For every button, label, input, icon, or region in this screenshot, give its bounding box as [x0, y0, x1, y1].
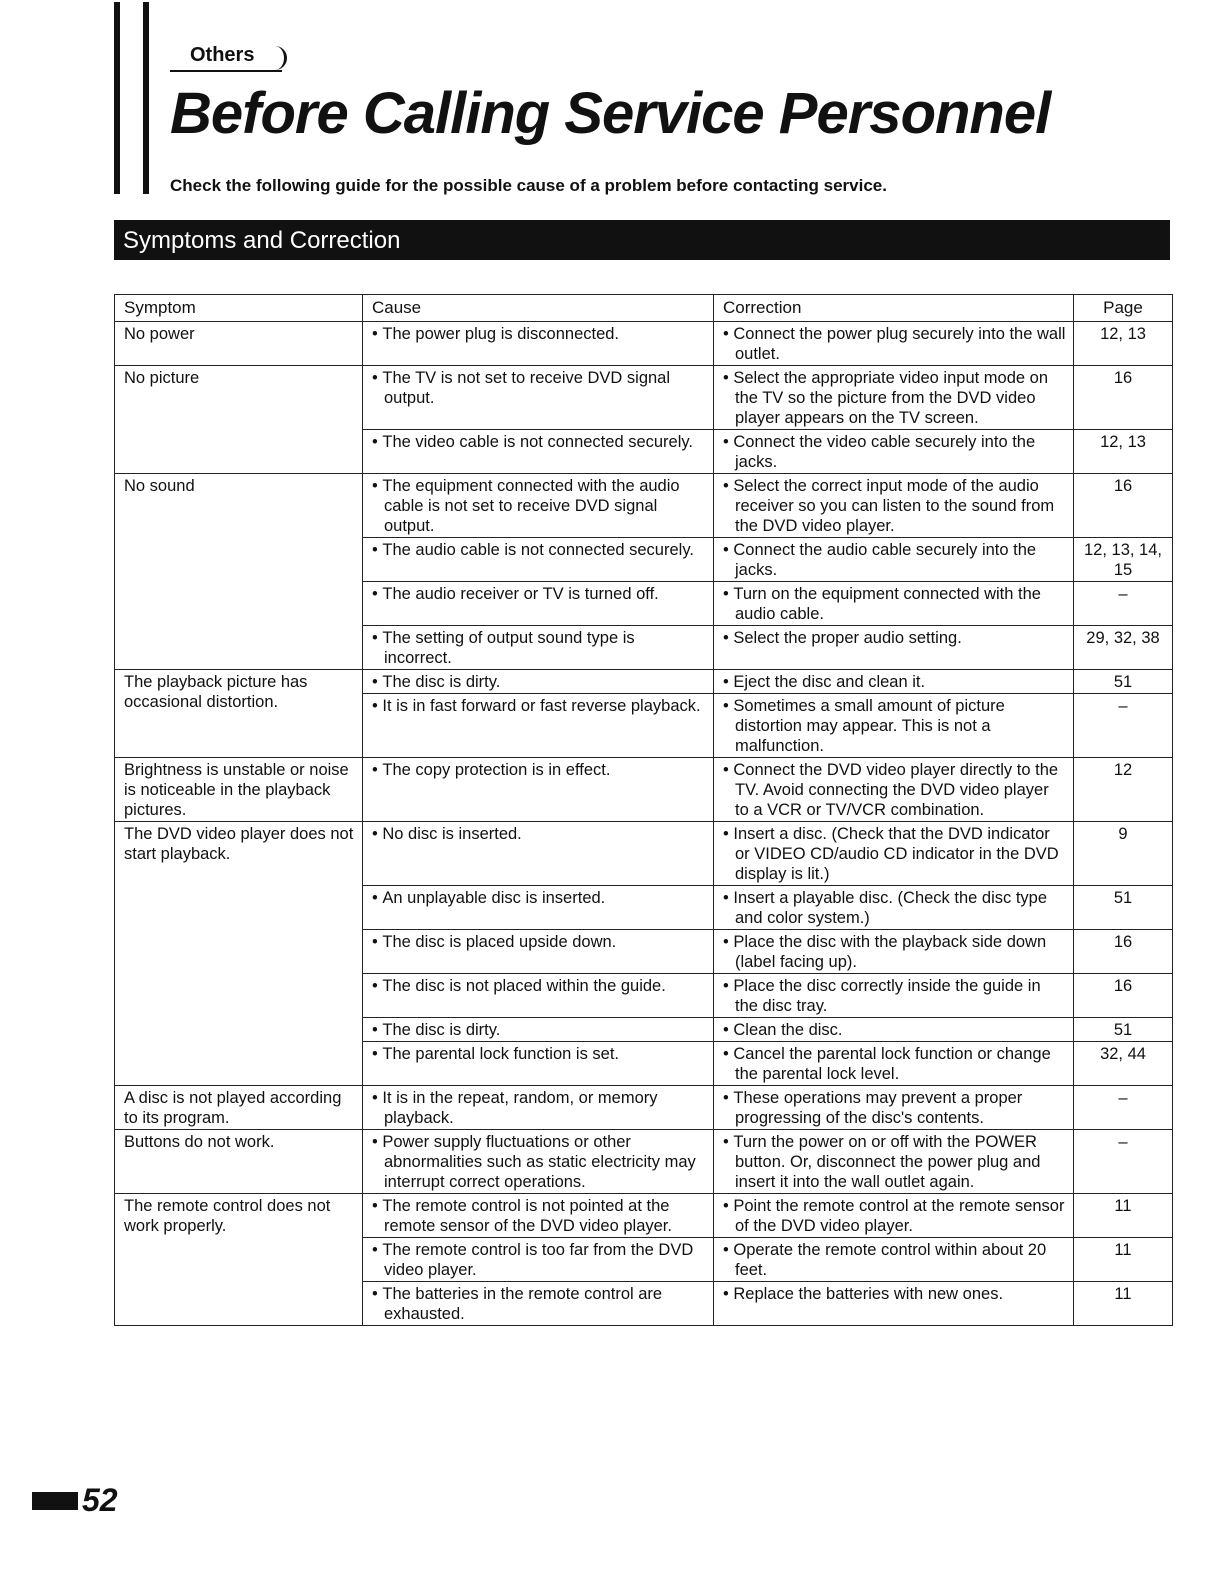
- cause-text: • The disc is dirty.: [372, 1020, 707, 1040]
- cause-cell: [363, 1018, 714, 1042]
- cause-text: • The TV is not set to receive DVD signal output.: [372, 368, 707, 408]
- symptom-cell: A disc is not played according to its program.: [115, 1086, 363, 1130]
- cause-text: • Power supply fluctuations or other abnormalities such as static electricity may interrupt correct operations.: [372, 1132, 707, 1192]
- symptom-cell: The remote control does not work properly.: [115, 1194, 363, 1326]
- page-ref-cell: 29, 32, 38: [1074, 626, 1173, 670]
- correction-text: • Select the proper audio setting.: [723, 628, 1067, 648]
- cause-cell: [363, 1042, 714, 1086]
- correction-text: • Select the correct input mode of the audio receiver so you can listen to the sound from the DVD video player.: [723, 476, 1067, 536]
- decorative-bar-right: [143, 2, 149, 194]
- correction-cell: [714, 670, 1074, 694]
- correction-text: • Place the disc with the playback side down (label facing up).: [723, 932, 1067, 972]
- page-ref-cell: 11: [1074, 1282, 1173, 1326]
- page-ref-cell: 11: [1074, 1238, 1173, 1282]
- cause-cell: [363, 1238, 714, 1282]
- troubleshooting-table: [114, 294, 1173, 1326]
- cause-cell: [363, 430, 714, 474]
- page-number: 52: [82, 1482, 118, 1518]
- cause-text: • The setting of output sound type is incorrect.: [372, 628, 707, 668]
- correction-cell: [714, 1130, 1074, 1194]
- cause-cell: [363, 670, 714, 694]
- cause-cell: [363, 582, 714, 626]
- correction-cell: [714, 758, 1074, 822]
- cause-cell: [363, 758, 714, 822]
- cause-text: • It is in fast forward or fast reverse playback.: [372, 696, 707, 716]
- page-ref-cell: 51: [1074, 670, 1173, 694]
- correction-cell: [714, 1086, 1074, 1130]
- table-row: [115, 322, 1173, 366]
- symptom-cell: The playback picture has occasional distortion.: [115, 670, 363, 758]
- cause-text: • No disc is inserted.: [372, 824, 707, 844]
- correction-cell: [714, 1282, 1074, 1326]
- symptom-cell: Brightness is unstable or noise is noticeable in the playback pictures.: [115, 758, 363, 822]
- table-row: [115, 670, 1173, 694]
- cause-cell: [363, 366, 714, 430]
- cause-cell: [363, 886, 714, 930]
- page-ref-cell: 16: [1074, 974, 1173, 1018]
- correction-cell: [714, 974, 1074, 1018]
- correction-cell: [714, 430, 1074, 474]
- symptom-cell: The DVD video player does not start playback.: [115, 822, 363, 1086]
- correction-cell: [714, 1194, 1074, 1238]
- page-ref-cell: –: [1074, 1086, 1173, 1130]
- header-correction: Correction: [714, 295, 1074, 322]
- correction-text: • Point the remote control at the remote sensor of the DVD video player.: [723, 1196, 1067, 1236]
- cause-cell: [363, 822, 714, 886]
- correction-text: • Place the disc correctly inside the guide in the disc tray.: [723, 976, 1067, 1016]
- page-ref-cell: –: [1074, 694, 1173, 758]
- cause-text: • The audio cable is not connected securely.: [372, 540, 707, 560]
- page-ref-cell: 12, 13, 14, 15: [1074, 538, 1173, 582]
- cause-cell: [363, 626, 714, 670]
- page-ref-cell: 12, 13: [1074, 322, 1173, 366]
- cause-cell: [363, 974, 714, 1018]
- symptom-cell: Buttons do not work.: [115, 1130, 363, 1194]
- symptom-cell: No picture: [115, 366, 363, 474]
- intro-text: Check the following guide for the possible cause of a problem before contacting service.: [170, 176, 887, 195]
- correction-cell: [714, 582, 1074, 626]
- page-ref-cell: 16: [1074, 930, 1173, 974]
- table-row: [115, 1130, 1173, 1194]
- symptom-cell: No power: [115, 322, 363, 366]
- page-ref-cell: 11: [1074, 1194, 1173, 1238]
- correction-cell: [714, 1018, 1074, 1042]
- correction-text: • Sometimes a small amount of picture distortion may appear. This is not a malfunction.: [723, 696, 1067, 756]
- header-cause: Cause: [363, 295, 714, 322]
- correction-text: • Cancel the parental lock function or change the parental lock level.: [723, 1044, 1067, 1084]
- page-ref-cell: 51: [1074, 1018, 1173, 1042]
- correction-text: • Eject the disc and clean it.: [723, 672, 1067, 692]
- table-row: [115, 1086, 1173, 1130]
- cause-cell: [363, 694, 714, 758]
- cause-cell: [363, 930, 714, 974]
- cause-cell: [363, 474, 714, 538]
- section-label-underline: [170, 70, 282, 72]
- correction-text: • Select the appropriate video input mode on the TV so the picture from the DVD video player appears on the TV screen.: [723, 368, 1067, 428]
- cause-cell: [363, 1282, 714, 1326]
- cause-text: • It is in the repeat, random, or memory playback.: [372, 1088, 707, 1128]
- cause-text: • An unplayable disc is inserted.: [372, 888, 707, 908]
- section-heading-bar: [114, 220, 1170, 260]
- page-title: Before Calling Service Personnel: [170, 81, 1051, 146]
- page-ref-cell: 9: [1074, 822, 1173, 886]
- table-row: [115, 366, 1173, 430]
- symptom-cell: No sound: [115, 474, 363, 670]
- correction-cell: [714, 626, 1074, 670]
- page-ref-cell: 16: [1074, 474, 1173, 538]
- page-ref-cell: 16: [1074, 366, 1173, 430]
- page-ref-cell: 12, 13: [1074, 430, 1173, 474]
- correction-text: • Operate the remote control within about 20 feet.: [723, 1240, 1067, 1280]
- correction-cell: [714, 930, 1074, 974]
- table-row: [115, 474, 1173, 538]
- correction-text: • Connect the power plug securely into the wall outlet.: [723, 324, 1067, 364]
- correction-text: • Connect the video cable securely into the jacks.: [723, 432, 1067, 472]
- table-row: [115, 1194, 1173, 1238]
- page-ref-cell: 32, 44: [1074, 1042, 1173, 1086]
- cause-text: • The video cable is not connected securely.: [372, 432, 707, 452]
- correction-text: • Replace the batteries with new ones.: [723, 1284, 1067, 1304]
- correction-text: • Turn the power on or off with the POWER button. Or, disconnect the power plug and insert it into the wall outlet again.: [723, 1132, 1067, 1192]
- page-ref-cell: 51: [1074, 886, 1173, 930]
- correction-cell: [714, 1042, 1074, 1086]
- correction-text: • Insert a disc. (Check that the DVD indicator or VIDEO CD/audio CD indicator in the DVD display is lit.): [723, 824, 1067, 884]
- cause-cell: [363, 1130, 714, 1194]
- cause-text: • The disc is dirty.: [372, 672, 707, 692]
- cause-text: • The remote control is not pointed at the remote sensor of the DVD video player.: [372, 1196, 707, 1236]
- cause-cell: [363, 1086, 714, 1130]
- header-page: Page: [1074, 295, 1173, 322]
- cause-cell: [363, 538, 714, 582]
- page-number-bar: [32, 1492, 78, 1510]
- cause-text: • The remote control is too far from the DVD video player.: [372, 1240, 707, 1280]
- cause-text: • The audio receiver or TV is turned off.: [372, 584, 707, 604]
- correction-text: • These operations may prevent a proper progressing of the disc's contents.: [723, 1088, 1067, 1128]
- cause-text: • The batteries in the remote control are exhausted.: [372, 1284, 707, 1324]
- cause-text: • The copy protection is in effect.: [372, 760, 707, 780]
- correction-cell: [714, 366, 1074, 430]
- correction-cell: [714, 322, 1074, 366]
- correction-cell: [714, 538, 1074, 582]
- correction-cell: [714, 822, 1074, 886]
- correction-text: • Insert a playable disc. (Check the disc type and color system.): [723, 888, 1067, 928]
- page-ref-cell: –: [1074, 582, 1173, 626]
- cause-text: • The parental lock function is set.: [372, 1044, 707, 1064]
- cause-text: • The equipment connected with the audio cable is not set to receive DVD signal output.: [372, 476, 707, 536]
- correction-cell: [714, 886, 1074, 930]
- correction-text: • Connect the DVD video player directly to the TV. Avoid connecting the DVD video player to a VCR or TV/VCR combination.: [723, 760, 1067, 820]
- correction-text: • Connect the audio cable securely into the jacks.: [723, 540, 1067, 580]
- correction-cell: [714, 694, 1074, 758]
- cause-cell: [363, 322, 714, 366]
- section-label-bracket: [270, 46, 287, 70]
- section-label: Others: [190, 44, 255, 66]
- cause-text: • The disc is placed upside down.: [372, 932, 707, 952]
- table-row: [115, 758, 1173, 822]
- page-ref-cell: 12: [1074, 758, 1173, 822]
- cause-text: • The disc is not placed within the guide.: [372, 976, 707, 996]
- cause-text: • The power plug is disconnected.: [372, 324, 707, 344]
- table-header-row: [115, 295, 1173, 322]
- decorative-bar-left: [114, 2, 120, 194]
- correction-text: • Turn on the equipment connected with the audio cable.: [723, 584, 1067, 624]
- correction-text: • Clean the disc.: [723, 1020, 1067, 1040]
- table-body: [115, 322, 1173, 1326]
- section-heading: Symptoms and Correction: [123, 227, 401, 254]
- correction-cell: [714, 1238, 1074, 1282]
- correction-cell: [714, 474, 1074, 538]
- header-symptom: Symptom: [115, 295, 363, 322]
- table-row: [115, 822, 1173, 886]
- page-ref-cell: –: [1074, 1130, 1173, 1194]
- cause-cell: [363, 1194, 714, 1238]
